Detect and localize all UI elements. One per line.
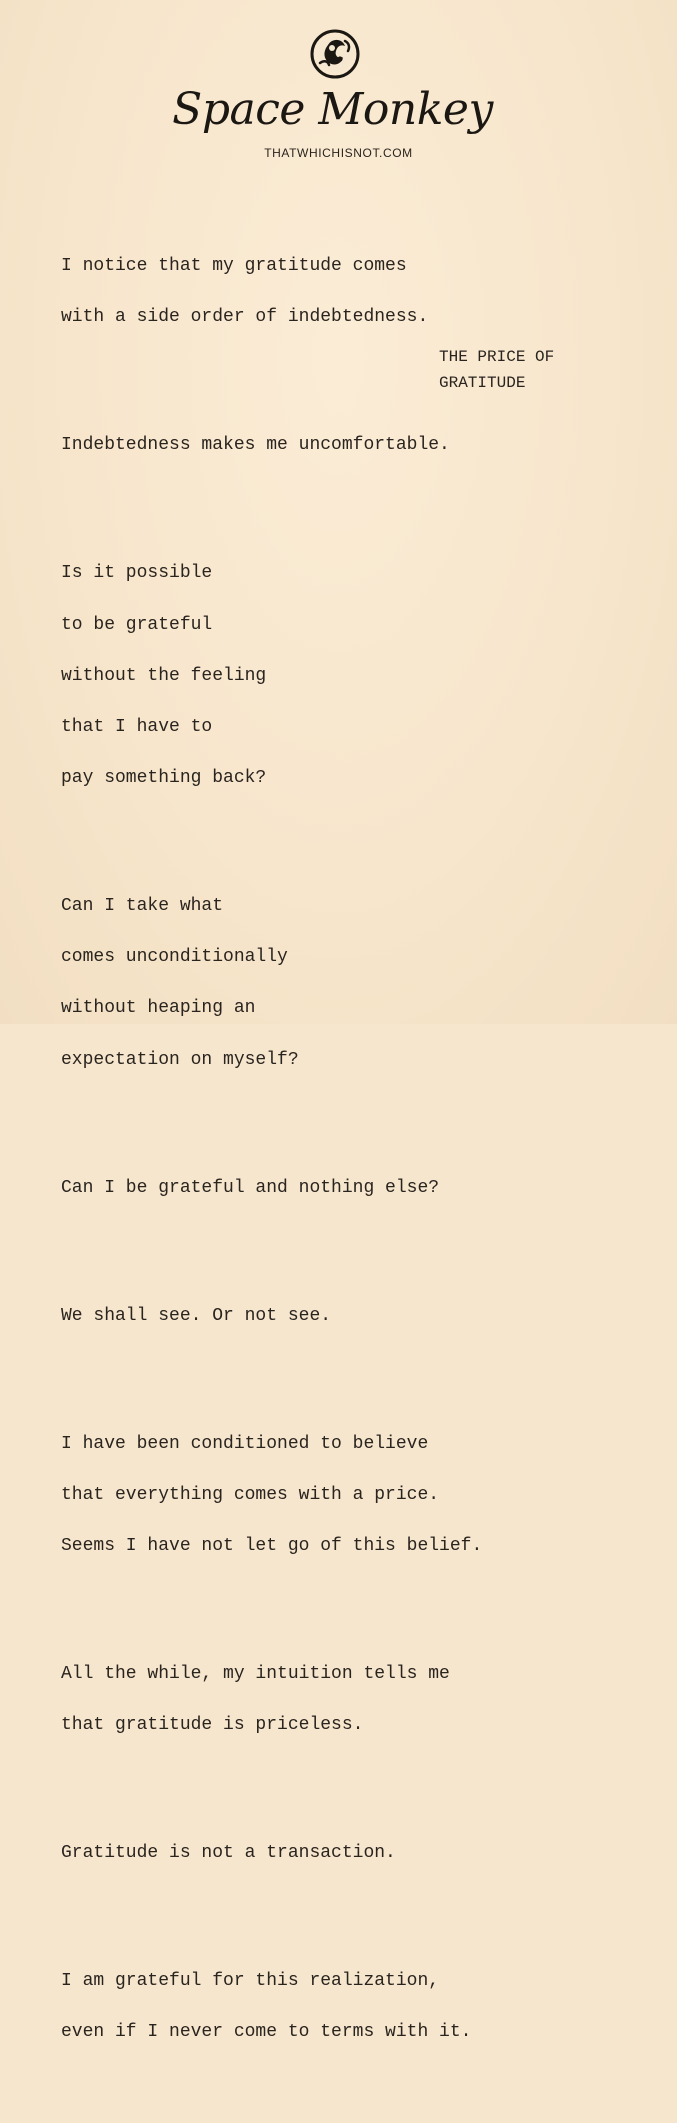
- poem-stanza: [61, 1150, 511, 1227]
- poem-stanza: [61, 1278, 511, 1355]
- poem-line: Can I be grateful and nothing else?: [61, 1177, 440, 1198]
- poem-stanza: [61, 408, 511, 485]
- poem-stanza: [61, 229, 511, 357]
- poem-line: that everything comes with a price.: [61, 1484, 440, 1505]
- poem-line: to be grateful: [61, 614, 213, 635]
- poem-stanza: [61, 1636, 511, 1764]
- poem-line: Is it possible: [61, 563, 213, 584]
- poem-line: I notice that my gratitude comes: [61, 256, 407, 277]
- poem-line: I am grateful for this realization,: [61, 1970, 440, 1991]
- poem-line: that I have to: [61, 716, 213, 737]
- poem-stanza: [61, 536, 511, 818]
- poem-line: I have been conditioned to believe: [61, 1433, 429, 1454]
- poem-line: even if I never come to terms with it.: [61, 2022, 472, 2043]
- poem-line: We shall see. Or not see.: [61, 1305, 332, 1326]
- poem-body: [61, 203, 511, 2123]
- poem-title-line: GRATITUDE: [439, 374, 526, 392]
- poem-stanza: [61, 1406, 511, 1585]
- poem-line: without heaping an: [61, 998, 256, 1019]
- poem-line: Gratitude is not a transaction.: [61, 1843, 396, 1863]
- poem-line: All the while, my intuition tells me: [61, 1663, 450, 1684]
- poem-line: Seems I have not let go of this belief.: [61, 1535, 483, 1556]
- poem-line: expectation on myself?: [61, 1049, 299, 1070]
- brand-title: Space Monkey: [172, 84, 493, 135]
- poem-title-line: THE PRICE OF: [439, 348, 555, 366]
- poem-line: that gratitude is priceless.: [61, 1715, 364, 1736]
- space-monkey-logo-icon: [309, 28, 361, 80]
- poem-stanza: [61, 1943, 511, 2071]
- poem-stanza: [61, 868, 511, 1098]
- poem-line: pay something back?: [61, 768, 267, 789]
- poem-line: with a side order of indebtedness.: [61, 307, 429, 328]
- website-label: THATWHICHISNOT.COM: [264, 146, 413, 160]
- poem-stanza: [61, 1815, 511, 1892]
- poem-line: without the feeling: [61, 665, 267, 686]
- poem-line: comes unconditionally: [61, 947, 288, 968]
- poem-line: Can I take what: [61, 896, 224, 917]
- poem-line: Indebtedness makes me uncomfortable.: [61, 435, 450, 456]
